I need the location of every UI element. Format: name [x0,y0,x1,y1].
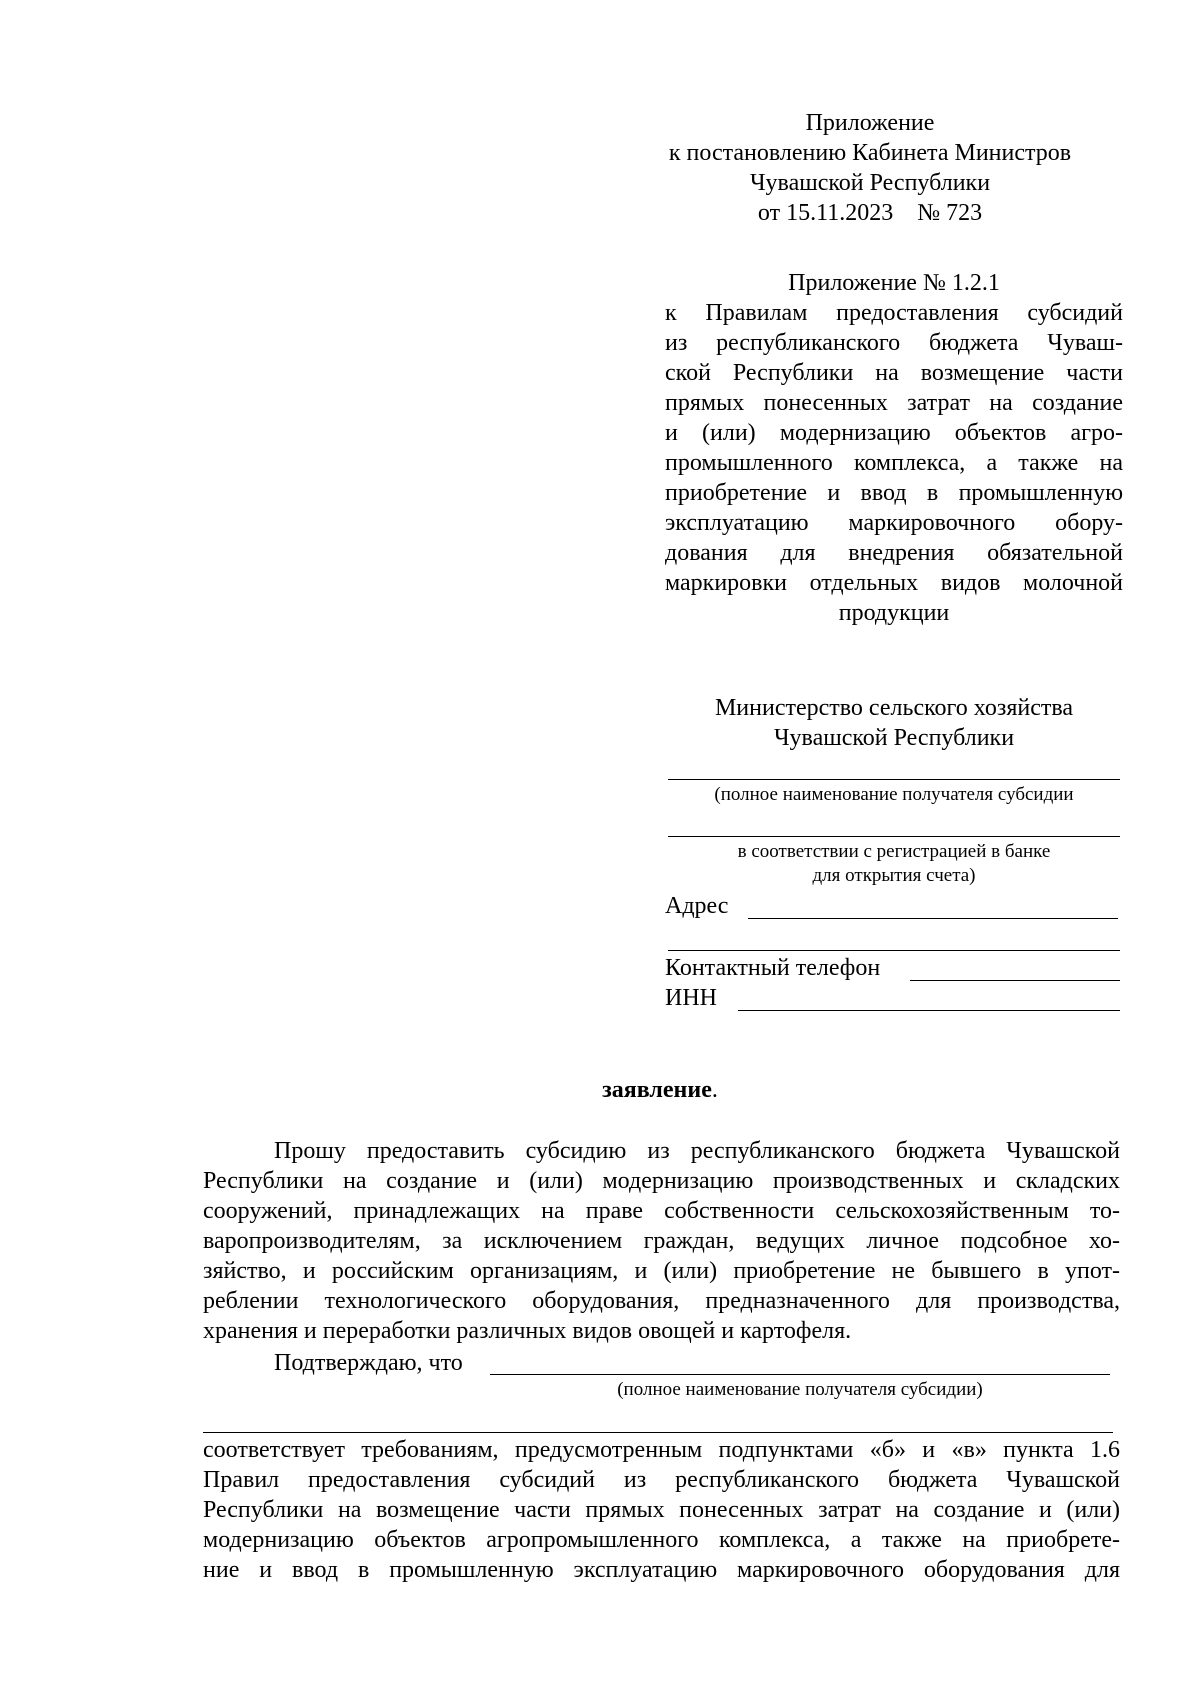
inn-label: ИНН [665,985,717,1011]
appendix-line: продукции [838,600,950,626]
caption-line: для открытия счета) [812,865,976,886]
appendix-line: ской Республики на возмещение части [665,360,1123,386]
statement-paragraph-2 [203,1435,1120,1585]
appendix-line: и (или) модернизацию объектов агро- [665,420,1123,446]
appendix-line: дования для внедрения обязательной [665,540,1123,566]
resolution-header [620,108,1120,228]
paragraph-line: зяйство, и российским организациям, и (или) приобретение не бывшего в упот- [203,1258,1120,1284]
statement-title-dot: . [711,1077,718,1103]
appendix-line: прямых понесенных затрат на создание [665,390,1123,416]
header-line: к постановлению Кабинета Министров [668,140,1072,166]
confirm-recipient-field[interactable] [490,1374,1110,1375]
paragraph-line: Прошу предоставить субсидию из республиканского бюджета Чувашской [274,1138,1120,1164]
appendix-line: из республиканского бюджета Чуваш- [665,330,1123,356]
paragraph-line: Республики на создание и (или) модернизацию производственных и складских [203,1168,1120,1194]
phone-field[interactable] [910,980,1120,981]
confirm-caption: (полное наименование получателя субсидии) [617,1379,983,1400]
appendix-line: к Правилам предоставления субсидий [665,300,1123,326]
address-field[interactable] [748,918,1118,919]
address-field-line-2[interactable] [668,950,1120,951]
caption-line: в соответствии с регистрацией в банке [737,841,1051,862]
paragraph-line: Правил предоставления субсидий из республиканского бюджета Чувашской [203,1467,1120,1493]
header-line: Приложение [805,110,935,136]
paragraph-line: модернизацию объектов агропромышленного комплекса, а также на приобрете- [203,1527,1120,1553]
appendix-line: эксплуатацию маркировочного обору- [665,510,1123,536]
paragraph-line: ние и ввод в промышленную эксплуатацию маркировочного оборудования для [203,1557,1120,1583]
statement-title-text: заявление [602,1077,712,1103]
phone-label: Контактный телефон [665,955,881,981]
recipient-caption: (полное наименование получателя субсидии [714,784,1074,805]
addressee-line: Министерство сельского хозяйства [714,695,1074,721]
paragraph-line: хранения и переработки различных видов овощей и картофеля. [203,1318,852,1344]
paragraph-line: сооружений, принадлежащих на праве собственности сельскохозяйственным то- [203,1198,1120,1224]
paragraph-line: варопроизводителям, за исключением граждан, ведущих личное подсобное хо- [203,1228,1120,1254]
appendix-title: Приложение № 1.2.1 [788,270,1000,296]
addressee-line: Чувашской Республики [773,725,1015,751]
recipient-caption [665,840,1123,888]
recipient-name-line [668,779,1120,780]
address-label: Адрес [665,893,729,919]
paragraph-line: соответствует требованиям, предусмотренным подпунктами «б» и «в» пункта 1.6 [203,1437,1120,1463]
statement-paragraph-1 [203,1136,1120,1346]
recipient-name-line-2 [668,836,1120,837]
inn-field[interactable] [738,1010,1120,1011]
appendix-line: приобретение и ввод в промышленную [665,480,1123,506]
confirm-recipient-field-line-2[interactable] [203,1432,1113,1433]
statement-title [200,1075,1120,1105]
confirm-label: Подтверждаю, что [274,1350,463,1376]
addressee-block [665,693,1123,753]
paragraph-line: Республики на возмещение части прямых понесенных затрат на создание и (или) [203,1497,1120,1523]
header-line: Чувашской Республики [749,170,991,196]
appendix-line: промышленного комплекса, а также на [665,450,1123,476]
paragraph-line: реблении технологического оборудования, предназначенного для производства, [203,1288,1120,1314]
appendix-line: маркировки отдельных видов молочной [665,570,1123,596]
header-line: от 15.11.2023 № 723 [757,200,983,226]
appendix-block [665,268,1123,628]
